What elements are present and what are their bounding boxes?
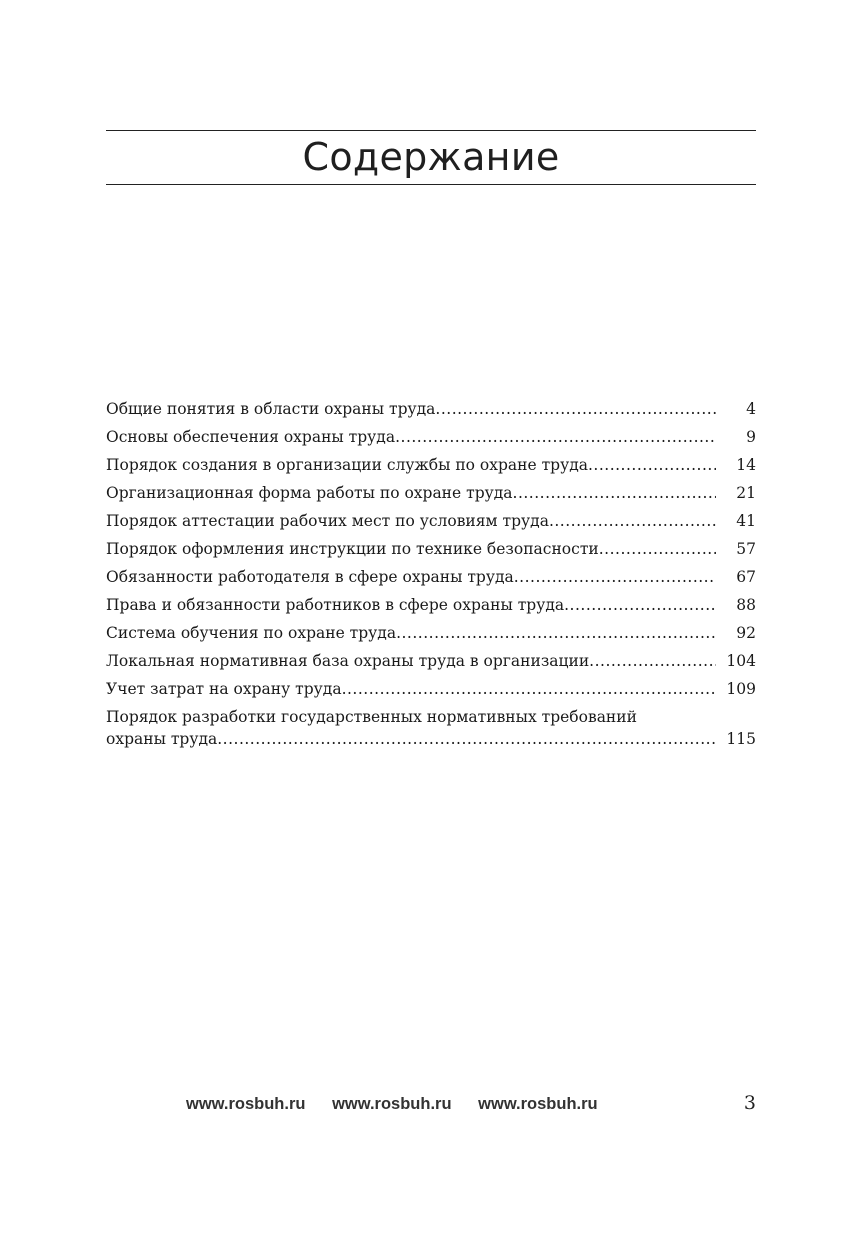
heading-rule-top [106,130,756,131]
toc-entry-title: Локальная нормативная база охраны труда в организации ..... [106,652,589,670]
toc-entry-title: Система обучения по охране труда ..... [106,624,396,642]
toc-entry-page: 57 [736,540,756,558]
toc-entry[interactable] [106,476,756,504]
toc-entry[interactable] [106,616,756,644]
toc-entry[interactable] [106,588,756,616]
toc-entry-title: Организационная форма работы по охране труда ..... [106,484,513,502]
footer-link[interactable]: www.rosbuh.ru [478,1095,598,1113]
toc-entry-page: 92 [736,624,756,642]
heading-rule-bottom [106,184,756,185]
toc-entry[interactable] [106,672,756,700]
toc-entry[interactable] [106,448,756,476]
toc-entry-title: Порядок оформления инструкции по технике безопасности ..... [106,540,599,558]
page-number: 3 [743,1092,756,1114]
toc-entry[interactable] [106,560,756,588]
page-title: Содержание [302,135,560,179]
toc-entry[interactable] [106,420,756,448]
toc-entry[interactable] [106,392,756,420]
footer-link[interactable]: www.rosbuh.ru [332,1095,452,1113]
toc-entry-title-line1: Порядок разработки государственных нормативных требований [106,708,637,726]
toc-entry-page: 4 [746,400,756,418]
toc-entry-page: 67 [736,568,756,586]
toc-entry-title: Учет затрат на охрану труда ..... [106,680,342,698]
toc-entry-page: 109 [726,680,756,698]
toc-entry-title: Общие понятия в области охраны труда ..... [106,400,435,418]
toc-entry-page: 115 [726,730,756,748]
toc-entry-title: Порядок создания в организации службы по охране труда ..... [106,456,588,474]
footer-link[interactable]: www.rosbuh.ru [186,1095,306,1113]
toc-entry-title: Порядок аттестации рабочих мест по условиям труда ..... [106,512,549,530]
toc-entry[interactable] [106,644,756,672]
toc-entry-title-line2: охраны труда ..... [106,730,217,748]
toc-entry-page: 104 [726,652,756,670]
toc-entry-title: Основы обеспечения охраны труда ..... [106,428,395,446]
toc-entry[interactable] [106,700,756,750]
toc-entry[interactable] [106,532,756,560]
toc-entry-page: 41 [736,512,756,530]
table-of-contents [106,392,756,750]
toc-entry-title: Права и обязанности работников в сфере охраны труда ..... [106,596,564,614]
footer-links [186,1092,620,1116]
toc-entry-page: 88 [736,596,756,614]
toc-entry-page: 9 [746,428,756,446]
toc-entry-title: Обязанности работодателя в сфере охраны труда ..... [106,568,514,586]
toc-entry-page: 21 [736,484,756,502]
toc-entry[interactable] [106,504,756,532]
toc-entry-page: 14 [736,456,756,474]
